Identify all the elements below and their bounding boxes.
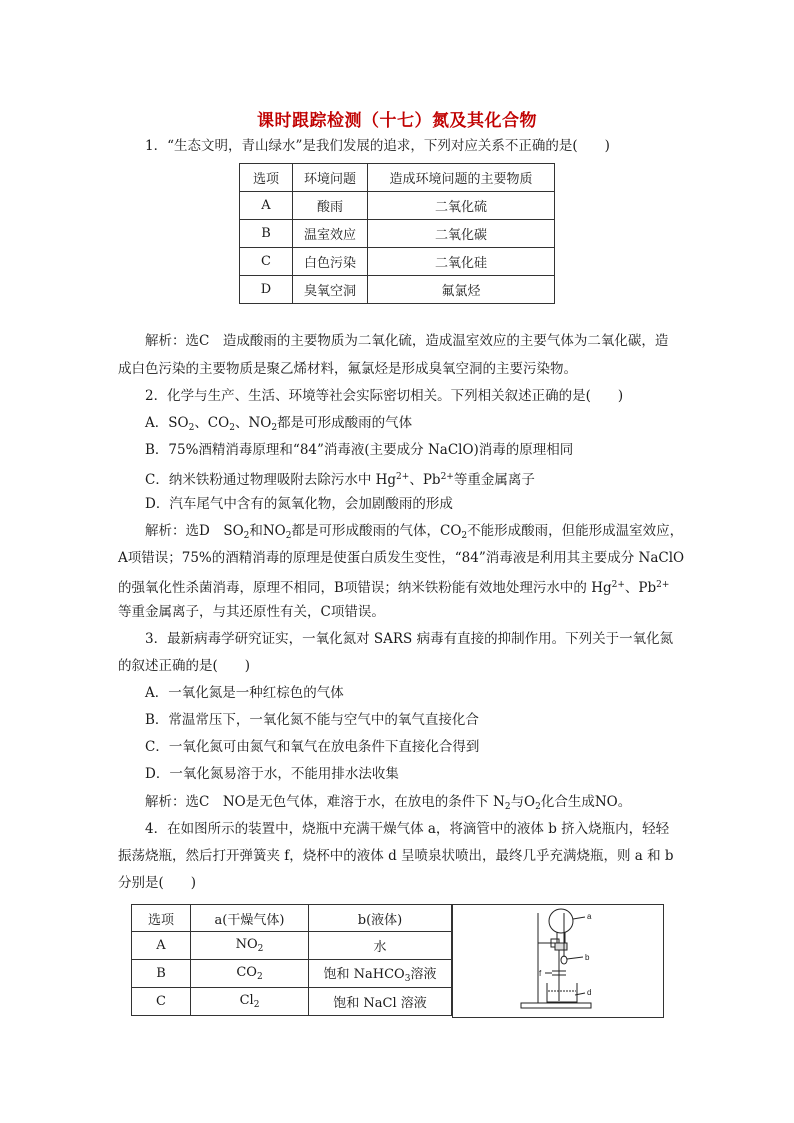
- flask: [549, 909, 573, 933]
- table-cell: 二氧化硫: [368, 192, 555, 220]
- q2-analysis: 解析：选D $SO_2$和$NO_2$都是可形成酸雨的气体，$CO_2$不能形成酸雨，但能形成温室效应，: [145, 523, 684, 541]
- fountain-apparatus-figure: [452, 904, 664, 1018]
- table-cell: C: [240, 248, 293, 276]
- table-cell: $CO_2$: [191, 960, 309, 988]
- q3-option-a: A．一氧化氮是一种红棕色的气体: [145, 685, 344, 701]
- q4-stem-cont: 振荡烧瓶，然后打开弹簧夹 f，烧杯中的液体 d 呈喷泉状喷出，最终几乎充满烧瓶，则 a 和 b: [118, 848, 674, 864]
- q3-stem-cont: 的叙述正确的是( ): [118, 658, 251, 674]
- table-header: 选项: [132, 905, 191, 932]
- table-row: [132, 932, 452, 960]
- table-cell: 水: [309, 932, 452, 960]
- table-cell: 臭氧空洞: [293, 276, 368, 304]
- q2-stem: 2．化学与生产、生活、环境等社会实际密切相关。下列相关叙述正确的是( ): [145, 388, 624, 404]
- table-cell: 饱和 NaHCO$_3$溶液: [309, 960, 452, 988]
- table-cell: 酸雨: [293, 192, 368, 220]
- table-row: [132, 988, 452, 1016]
- q1-table: [239, 163, 555, 304]
- label-b: b: [585, 953, 590, 962]
- table-cell: 氟氯烃: [368, 276, 555, 304]
- table-header: b(液体): [309, 905, 452, 932]
- table-row: [132, 960, 452, 988]
- table-cell: 饱和 NaCl 溶液: [309, 988, 452, 1016]
- table-cell: 白色污染: [293, 248, 368, 276]
- q2-analysis-cont: 等重金属离子，与其还原性有关，C项错误。: [118, 604, 385, 620]
- q3-stem: 3．最新病毒学研究证实，一氧化氮对 SARS 病毒有直接的抑制作用。下列关于一氧化氮: [145, 631, 674, 647]
- table-header: a(干燥气体): [191, 905, 309, 932]
- table-row: [240, 276, 555, 304]
- q3-analysis: 解析：选C NO是无色气体，难溶于水，在放电的条件下 $N_2$与$O_2$化合生成NO。: [145, 794, 632, 812]
- page-title: 课时跟踪检测（十七）氮及其化合物: [257, 111, 537, 131]
- apparatus-diagram: [453, 905, 663, 1017]
- q4-stem: 4．在如图所示的装置中，烧瓶中充满干燥气体 a，将滴管中的液体 b 挤入烧瓶内，轻轻: [145, 821, 670, 837]
- q4-table: [131, 904, 452, 1016]
- table-cell: $NO_2$: [191, 932, 309, 960]
- table-row: [240, 192, 555, 220]
- table-cell: C: [132, 988, 191, 1016]
- q3-option-d: D．一氧化氮易溶于水，不能用排水法收集: [145, 766, 399, 782]
- stand-base: [521, 1003, 591, 1008]
- table-header: 造成环境问题的主要物质: [368, 164, 555, 192]
- q3-option-b: B．常温常压下，一氧化氮不能与空气中的氧气直接化合: [145, 712, 479, 728]
- table-cell: A: [132, 932, 191, 960]
- table-header-row: [132, 905, 452, 932]
- q2-analysis-cont: A项错误；75%的酒精消毒的原理是使蛋白质发生变性，“84”消毒液是利用其主要成分 NaClO: [118, 550, 685, 566]
- table-cell: A: [240, 192, 293, 220]
- label-f: f: [539, 969, 542, 978]
- table-row: [240, 220, 555, 248]
- table-cell: D: [240, 276, 293, 304]
- q4-stem-cont: 分别是( ): [118, 875, 197, 891]
- label-d: d: [587, 988, 592, 997]
- table-header: 选项: [240, 164, 293, 192]
- q1-analysis: 解析：选C 造成酸雨的主要物质为二氧化硫，造成温室效应的主要气体为二氧化碳，造: [145, 333, 669, 349]
- q1-stem: 1．“生态文明，青山绿水”是我们发展的追求，下列对应关系不正确的是( ): [145, 138, 610, 154]
- beaker: [547, 983, 577, 1002]
- table-cell: B: [132, 960, 191, 988]
- q1-analysis-cont: 成白色污染的主要物质是聚乙烯材料，氟氯烃是形成臭氧空洞的主要污染物。: [118, 361, 577, 377]
- table-header-row: [240, 164, 555, 192]
- table-cell: 二氧化硅: [368, 248, 555, 276]
- table-header: 环境问题: [293, 164, 368, 192]
- q2-option-b: B．75%酒精消毒原理和“84”消毒液(主要成分 NaClO)消毒的原理相同: [145, 442, 574, 458]
- q2-option-d: D．汽车尾气中含有的氮氧化物，会加剧酸雨的形成: [145, 496, 453, 512]
- table-cell: 温室效应: [293, 220, 368, 248]
- table-cell: 二氧化碳: [368, 220, 555, 248]
- label-a: a: [587, 912, 592, 921]
- q2-option-c: C．纳米铁粉通过物理吸附去除污水中 $Hg^{2+}$、$Pb^{2+}$等重金属离子: [145, 472, 535, 488]
- table-cell: $Cl_2$: [191, 988, 309, 1016]
- table-cell: B: [240, 220, 293, 248]
- table-row: [240, 248, 555, 276]
- q3-option-c: C．一氧化氮可由氮气和氧气在放电条件下直接化合得到: [145, 739, 480, 755]
- q2-analysis-cont: 的强氧化性杀菌消毒，原理不相同，B项错误；纳米铁粉能有效地处理污水中的 $Hg^{2+}$、$Pb^{2+}$: [118, 580, 670, 596]
- q2-option-a: A．$SO_2$、$CO_2$、$NO_2$都是可形成酸雨的气体: [145, 415, 413, 433]
